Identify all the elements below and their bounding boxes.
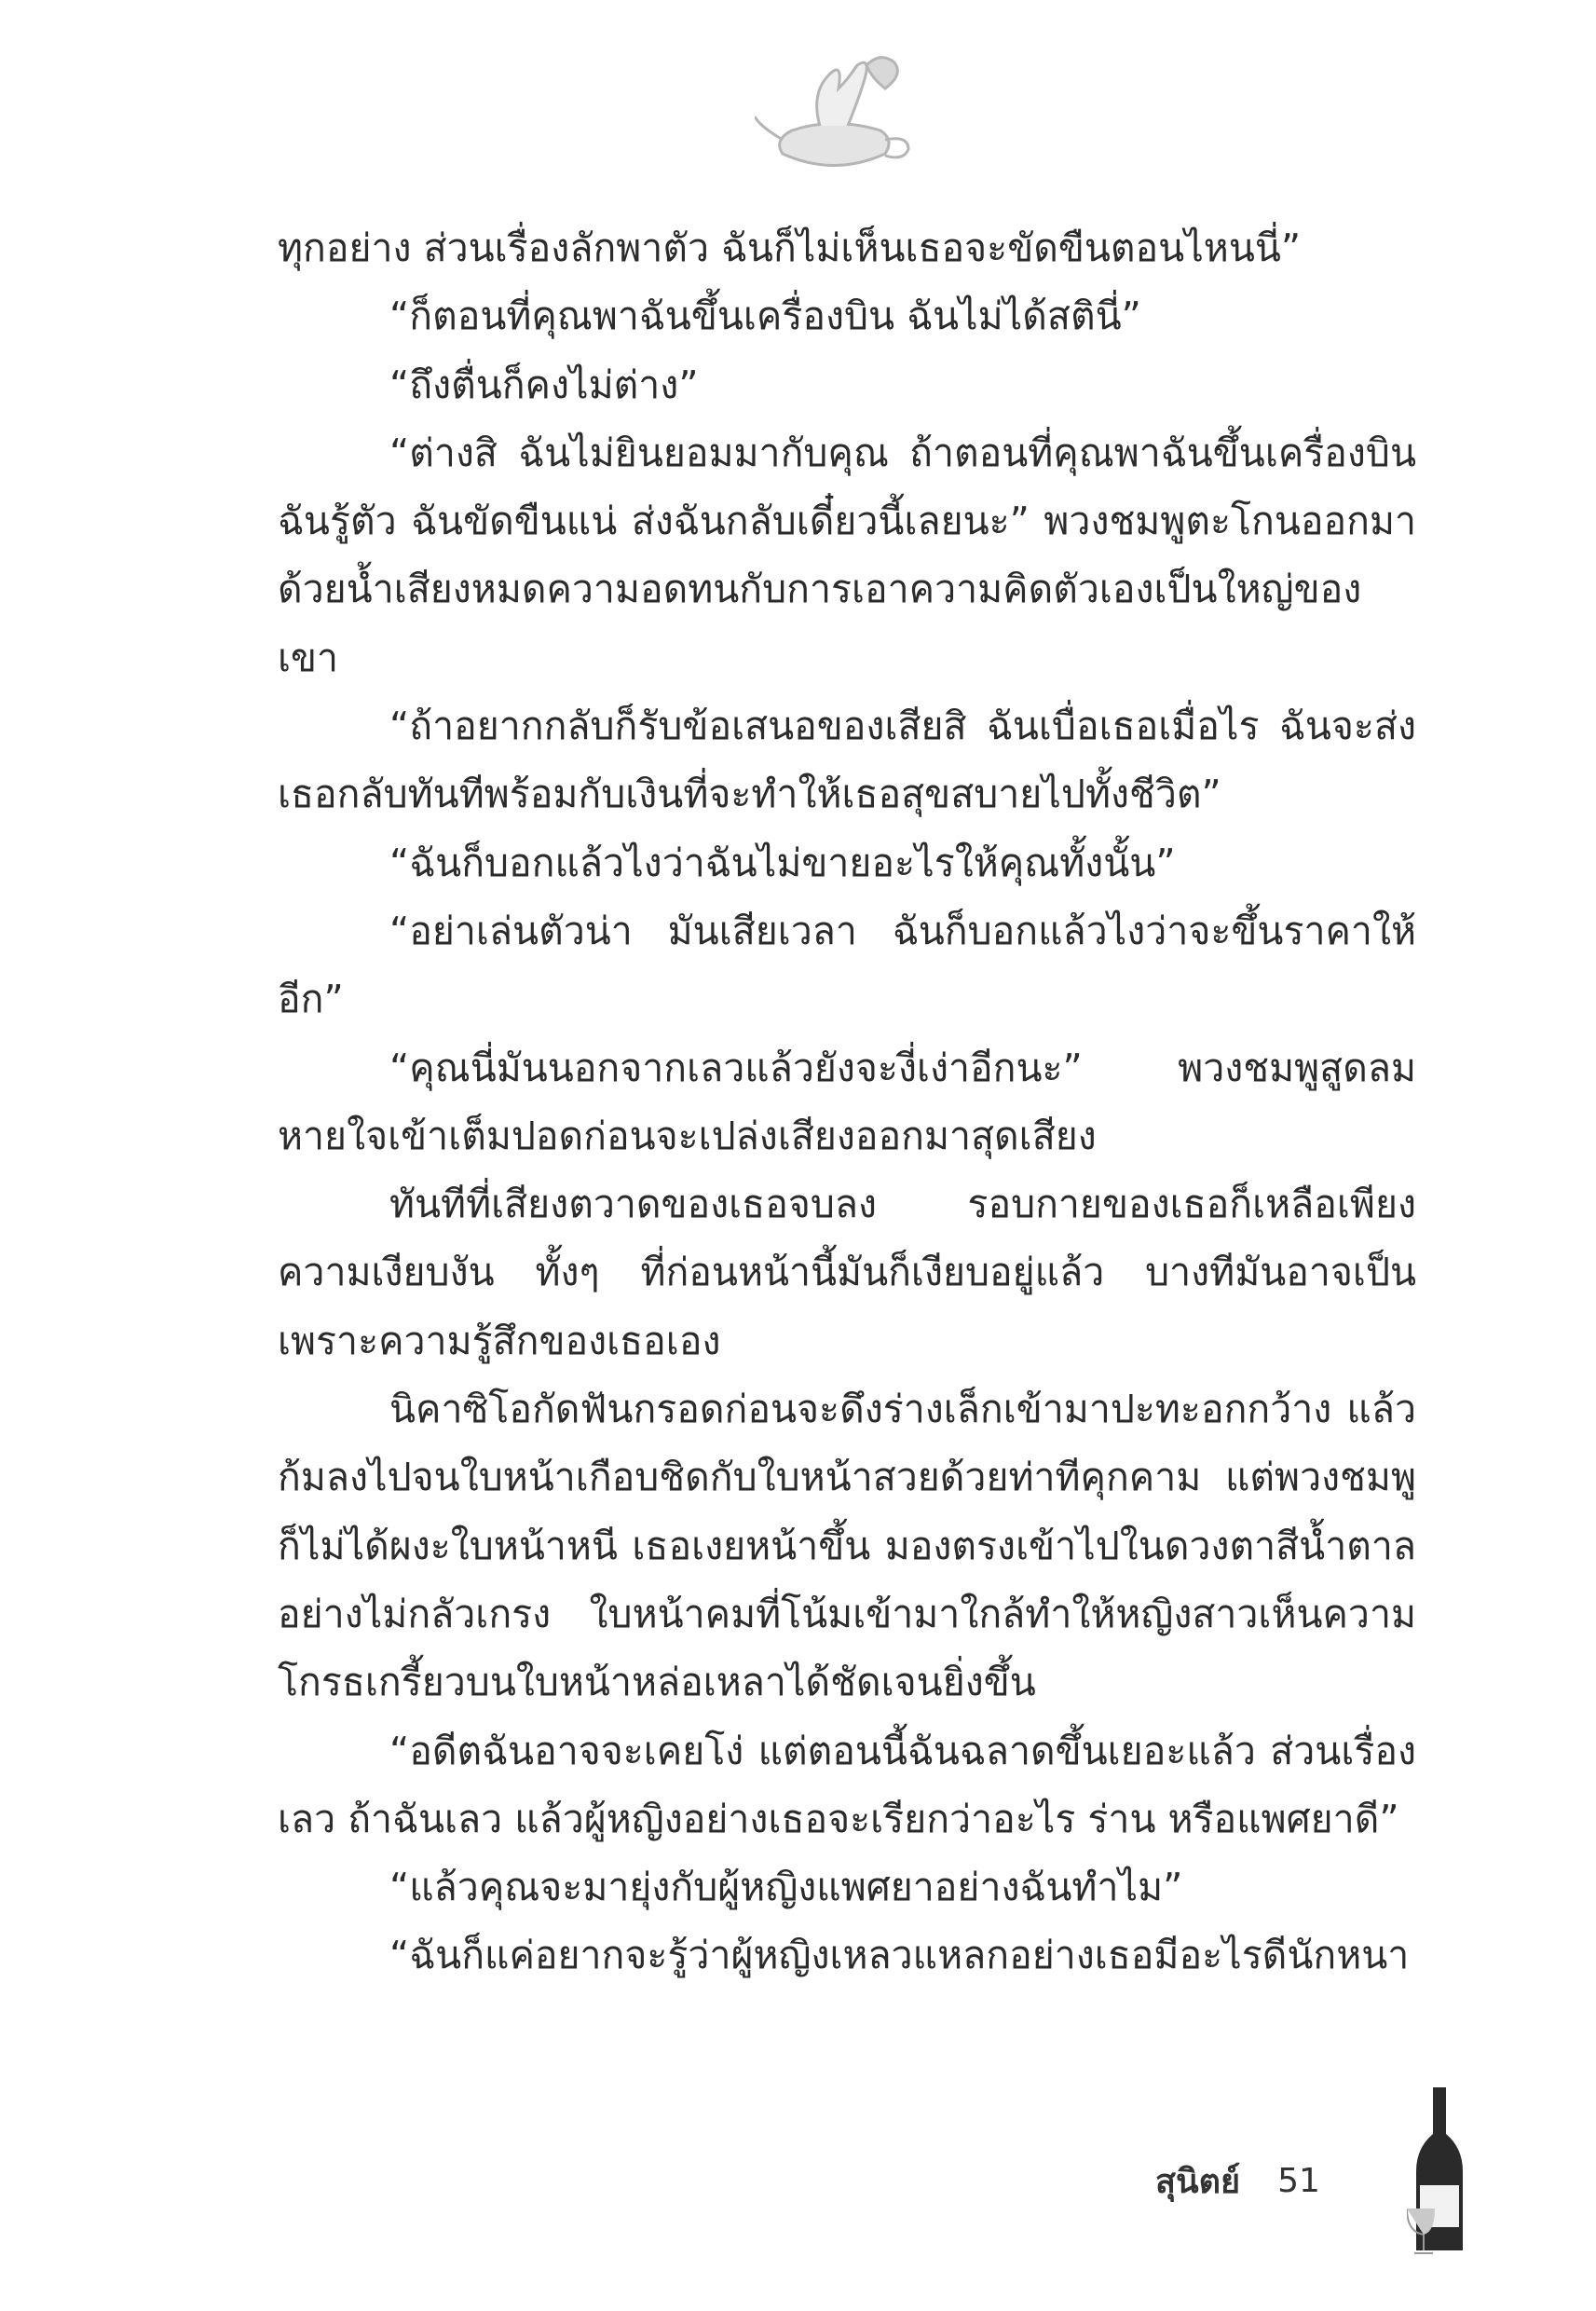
paragraph: “คุณนี่มันนอกจากเลวแล้วยังจะงี่เง่าอีกนะ” พวงชมพูสูดลมหายใจเข้าเต็มปอดก่อนจะเปล่งเสียงออกมาสุดเสียง <box>278 1045 1416 1158</box>
paragraph: ทุกอย่าง ส่วนเรื่องลักพาตัว ฉันก็ไม่เห็นเธอจะขัดขืนตอนไหนนี่” <box>278 226 1302 270</box>
body-text <box>278 214 1416 1990</box>
paragraph: นิคาซิโอกัดฟันกรอดก่อนจะดึงร่างเล็กเข้ามาปะทะอกกว้าง แล้วก้มลงไปจนใบหน้าเกือบชิดกับใบหน้าสวยด้วยท่าทีคุกคาม แต่พวงชมพูก็ไม่ได้ผงะใบหน้าหนี เธอเงยหน้าขึ้น มองตรงเข้าไปในดวงตาสีน้ำตาลอย่างไม่กลัวเกรง ใบหน้าคมที่โน้มเข้ามาใกล้ทำให้หญิงสาวเห็นความโกรธเกรี้ยวบนใบหน้าหล่อเหลาได้ชัดเจนยิ่งขึ้น <box>278 1387 1416 1705</box>
paragraph: “ฉันก็บอกแล้วไงว่าฉันไม่ขายอะไรให้คุณทั้งนั้น” <box>389 840 1176 885</box>
paragraph: “ถึงตื่นก็คงไม่ต่าง” <box>389 362 699 407</box>
paragraph: “แล้วคุณจะมายุ่งกับผู้หญิงแพศยาอย่างฉันทำไม” <box>389 1865 1183 1910</box>
paragraph: “ต่างสิ ฉันไม่ยินยอมมากับคุณ ถ้าตอนที่คุณพาฉันขึ้นเครื่องบิน ฉันรู้ตัว ฉันขัดขืนแน่ ส่งฉันกลับเดี๋ยวนี้เลยนะ” พวงชมพูตะโกนออกมาด้วยน้ำเสียงหมดความอดทนกับการเอาความคิดตัวเองเป็นใหญ่ของเขา <box>278 430 1416 680</box>
page-footer <box>1155 2139 1320 2222</box>
page-number: 51 <box>1277 2161 1320 2200</box>
paragraph: “ก็ตอนที่คุณพาฉันขึ้นเครื่องบิน ฉันไม่ได้สตินี่” <box>389 294 1141 339</box>
paragraph: “อดีตฉันอาจจะเคยโง่ แต่ตอนนี้ฉันฉลาดขึ้นเยอะแล้ว ส่วนเรื่องเลว ถ้าฉันเลว แล้วผู้หญิงอย่างเธอจะเรียกว่าอะไร ร่าน หรือแพศยาดี” <box>278 1728 1416 1841</box>
paragraph: “ฉันก็แค่อยากจะรู้ว่าผู้หญิงเหลวแหลกอย่างเธอมีอะไรดีนักหนา <box>389 1933 1410 1978</box>
wine-bottle-icon <box>1407 2087 1472 2255</box>
paragraph: “อย่าเล่นตัวน่า มันเสียเวลา ฉันก็บอกแล้วไงว่าจะขึ้นราคาให้อีก” <box>278 908 1416 1022</box>
author-name: สุนิตย์ <box>1155 2162 1241 2201</box>
paragraph: ทันทีที่เสียงตวาดของเธอจบลง รอบกายของเธอก็เหลือเพียงความเงียบงัน ทั้งๆ ที่ก่อนหน้านี้มันก็เงียบอยู่แล้ว บางทีมันอาจเป็นเพราะความรู้สึกของเธอเอง <box>278 1182 1416 1363</box>
genie-lamp-icon <box>755 51 913 177</box>
paragraph: “ถ้าอยากกลับก็รับข้อเสนอของเสียสิ ฉันเบื่อเธอเมื่อไร ฉันจะส่งเธอกลับทันทีพร้อมกับเงินที่จะทำให้เธอสุขสบายไปทั้งชีวิต” <box>278 704 1416 817</box>
